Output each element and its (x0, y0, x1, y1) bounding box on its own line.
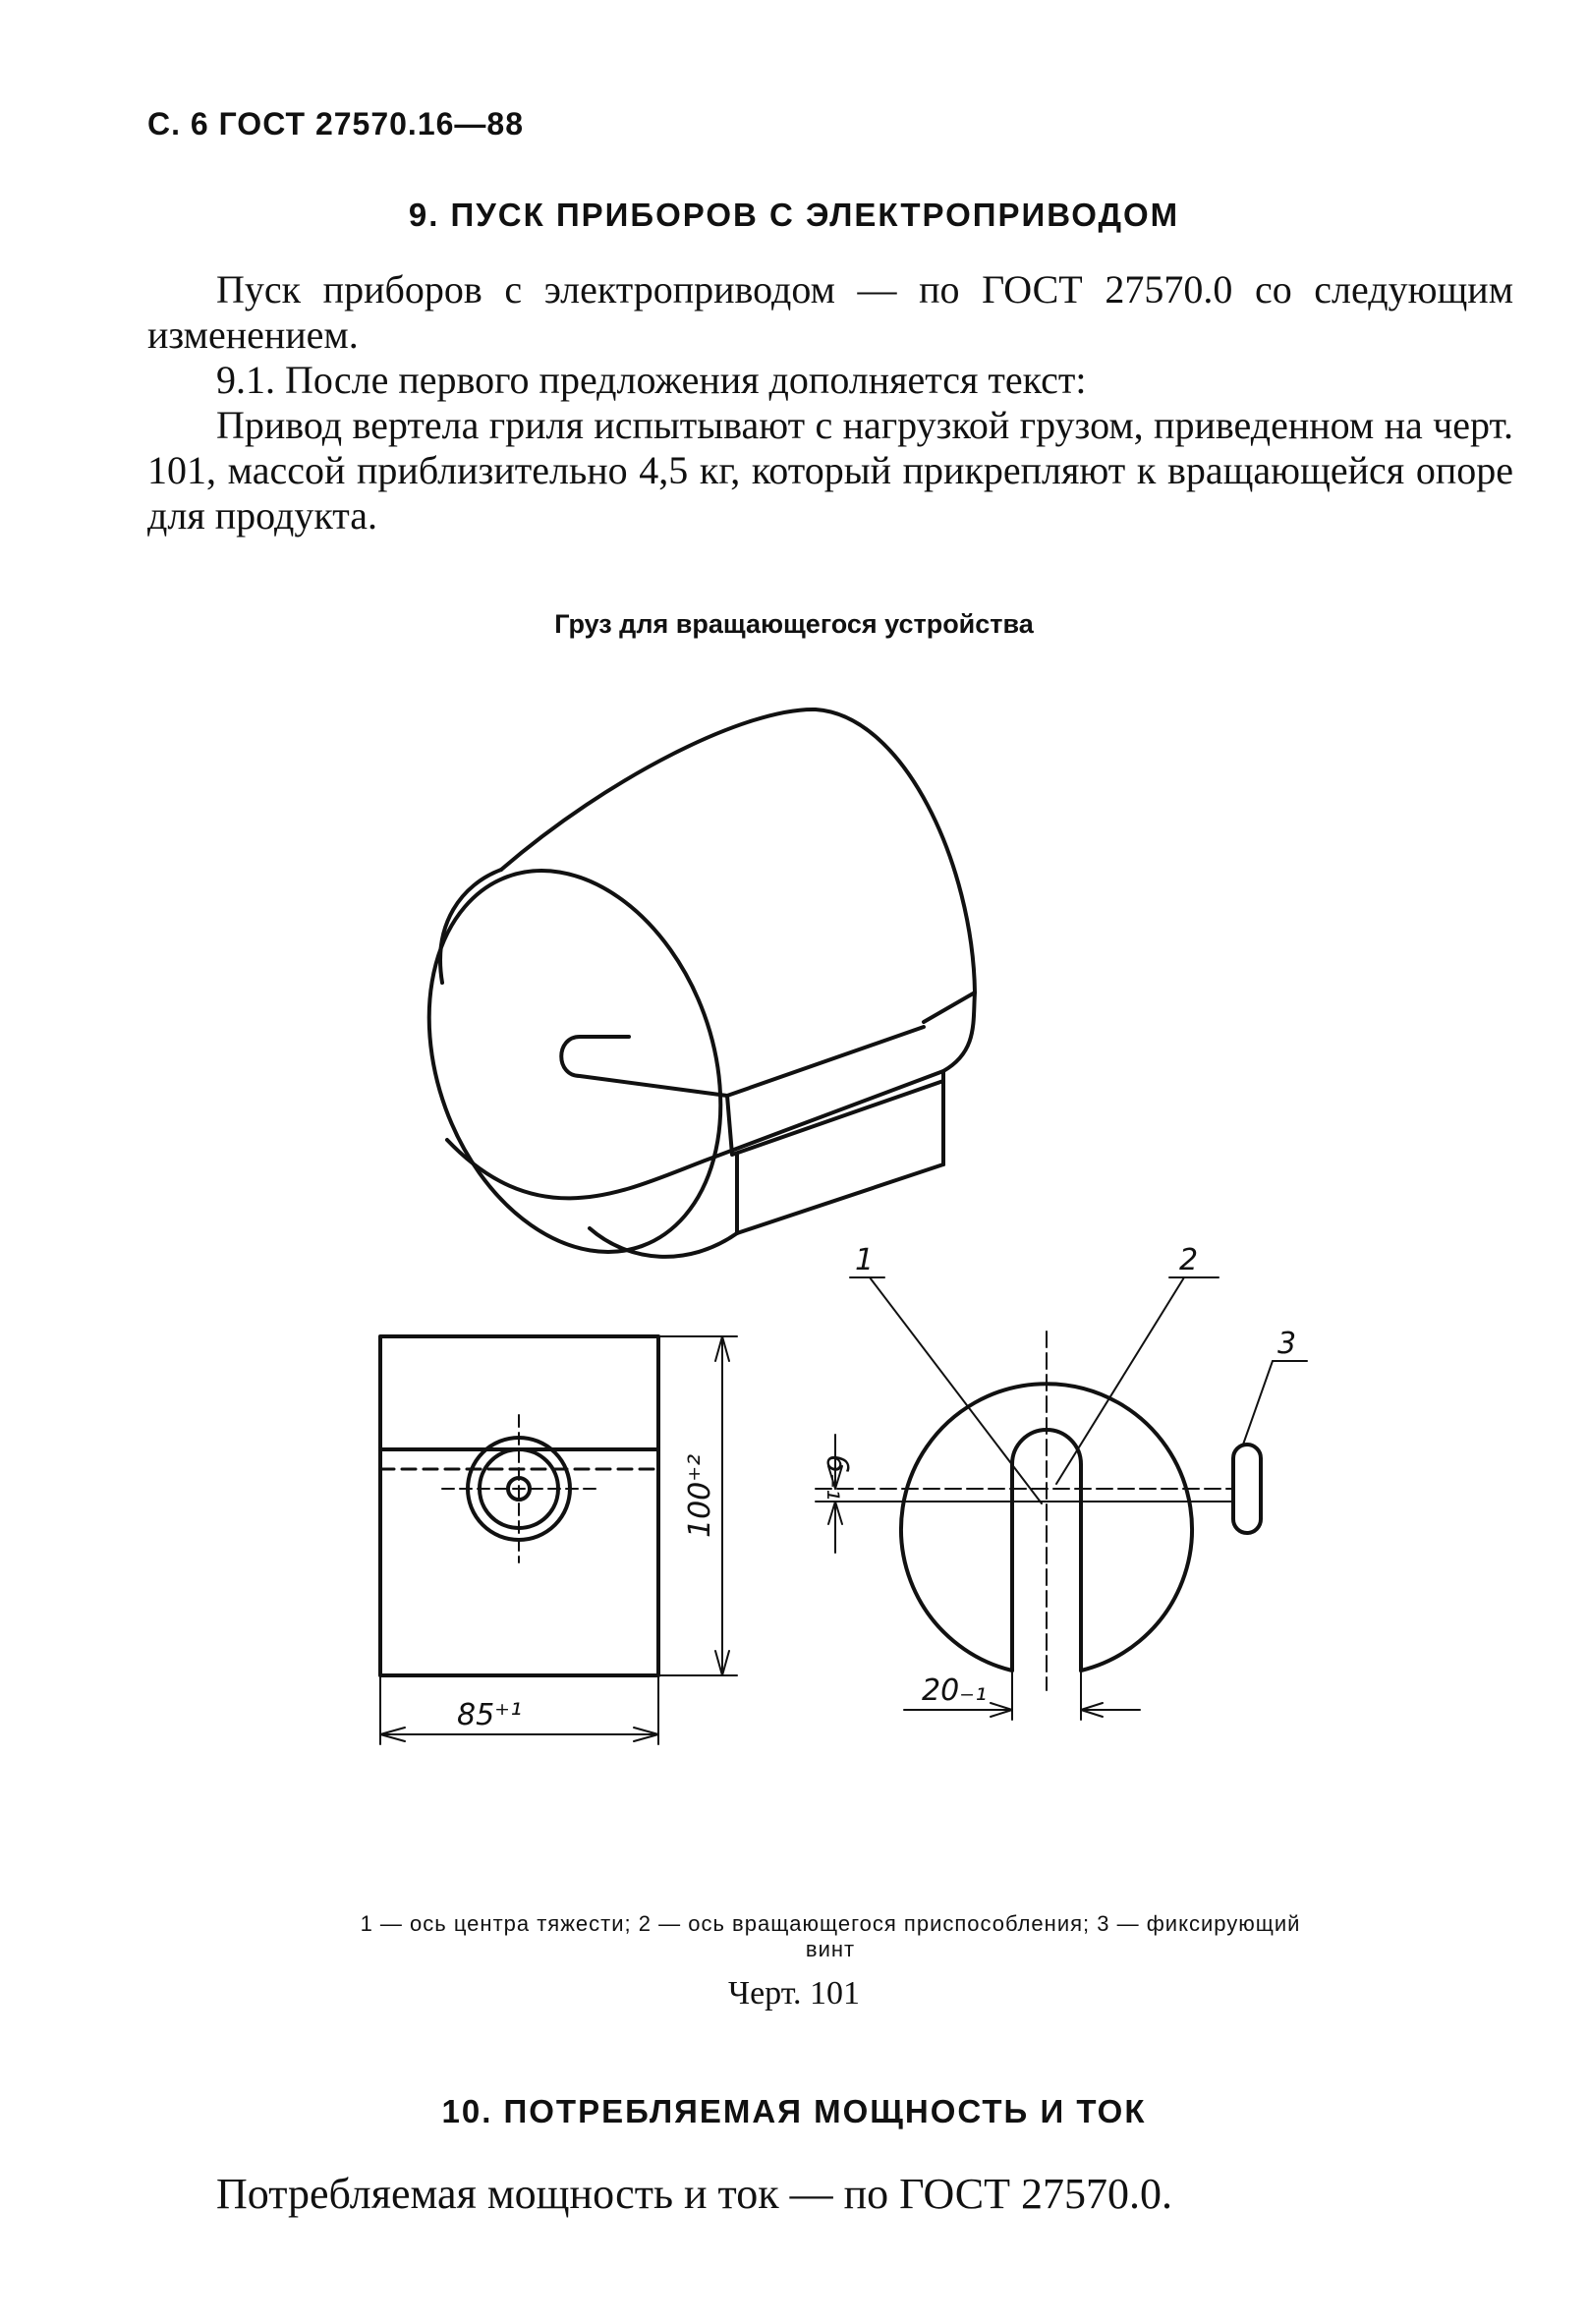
offset-dimension-label: 6₋₁ (820, 1454, 854, 1501)
slot-dimension-label: 20₋₁ (922, 1673, 988, 1708)
height-dimension-label: 100⁺² (683, 1453, 717, 1538)
section-9-paragraph-1: Пуск приборов с электроприводом — по ГОСТ 27570.0 со следующим изменением. (147, 267, 1513, 357)
figure-legend: 1 — ось центра тяжести; 2 — ось вращающегося приспособления; 3 — фиксирующий винт (360, 1911, 1301, 1961)
figure-number: Черт. 101 (727, 1975, 861, 2012)
callout-2: 2 (1179, 1243, 1199, 1277)
isometric-view (378, 709, 975, 1293)
figure-title: Груз для вращающегося устройства (554, 609, 1034, 639)
section-9-title: 9. ПУСК ПРИБОРОВ С ЭЛЕКТРОПРИВОДОМ (408, 197, 1180, 233)
section-9-paragraph-2: 9.1. После первого предложения дополняется текст: (216, 358, 1087, 402)
width-dimension-label: 85⁺¹ (457, 1698, 523, 1732)
callout-3: 3 (1277, 1327, 1297, 1361)
section-10-paragraph: Потребляемая мощность и ток — по ГОСТ 27570.0. (216, 2170, 1173, 2218)
section-9-paragraph-3: Привод вертела гриля испытывают с нагрузкой грузом, приведенном на черт. 101, массой приблизительно 4,5 кг, который прикрепляют к вращающейся опоре для продукта. (147, 403, 1513, 538)
front-view (380, 1336, 737, 1744)
page-header: С. 6 ГОСТ 27570.16—88 (147, 106, 524, 142)
side-view (816, 1277, 1307, 1720)
section-10-title: 10. ПОТРЕБЛЯЕМАЯ МОЩНОСТЬ И ТОК (441, 2093, 1147, 2129)
callout-1: 1 (855, 1243, 875, 1277)
